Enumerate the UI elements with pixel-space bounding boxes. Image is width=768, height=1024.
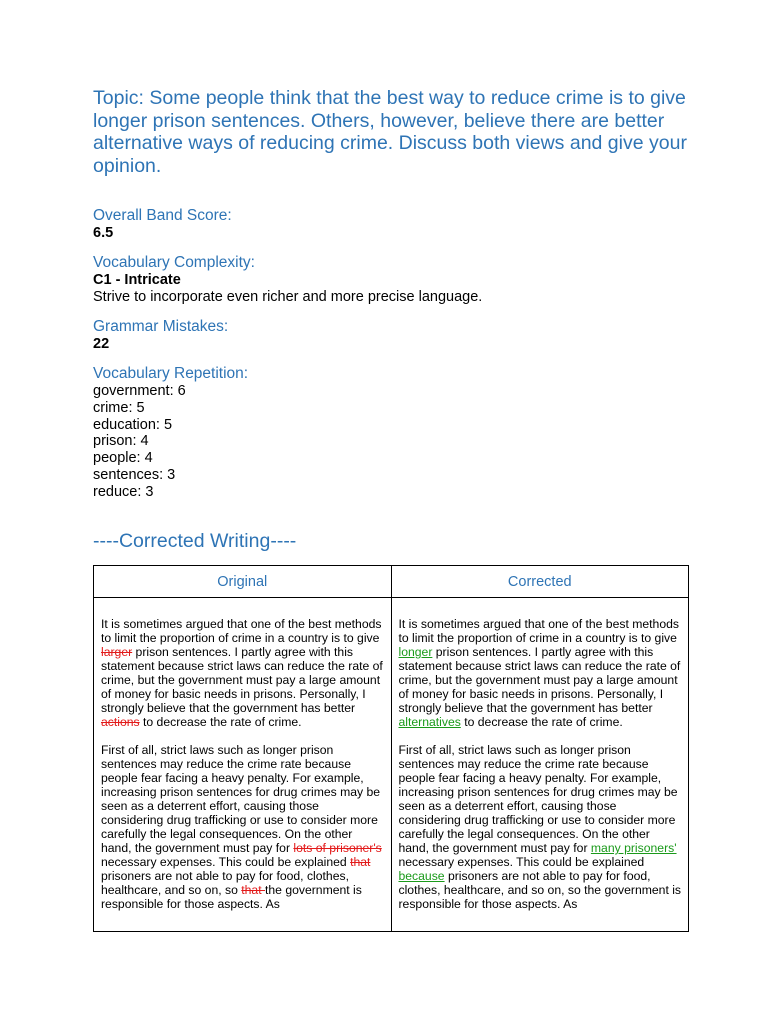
comparison-table — [93, 565, 689, 932]
corrected-writing-heading: ----Corrected Writing---- — [93, 530, 297, 552]
repetition-item: sentences: 3 — [93, 466, 176, 483]
text-run: First of all, strict laws such as longer prison sentences may reduce the crime rate because people fear facing a heavy penalty. For example, increasing prison sentences for drug crimes may be seen as a deterrent effort, causing those considering drug trafficking or use to consider more carefully the legal consequences. On the other hand, the government must pay for — [398, 743, 678, 855]
vocab-complexity-section — [93, 254, 693, 306]
corrected-column-header: Corrected — [391, 566, 689, 598]
inserted-text: longer — [398, 645, 433, 659]
original-paragraph — [101, 617, 385, 729]
repetition-section — [93, 365, 693, 501]
text-run: prison sentences. I partly agree with this statement because strict laws can reduce the rate of crime, but the government must pay a large amount of money for basic needs in prisons. Personally, I strongly believe that the government has better — [101, 645, 383, 715]
deleted-text: that — [350, 855, 371, 869]
repetition-label: Vocabulary Repetition: — [93, 365, 249, 382]
text-run: necessary expenses. This could be explained — [101, 855, 351, 869]
text-run: prisoners are not able to pay for food, clothes, healthcare, and so on, so — [101, 869, 349, 897]
inserted-text: alternatives — [398, 715, 461, 729]
inserted-text: because — [398, 869, 445, 883]
deleted-text: actions — [101, 715, 140, 729]
grammar-section — [93, 318, 693, 353]
text-run: the government is responsible for those aspects. As — [101, 883, 362, 911]
original-column-header: Original — [94, 566, 392, 598]
band-score-value: 6.5 — [93, 225, 114, 241]
text-run: prisoners are not able to pay for food, clothes, healthcare, and so on, so the government is responsible for those aspects. As — [398, 869, 682, 911]
vocab-complexity-value: C1 - Intricate — [93, 272, 181, 288]
text-run: to decrease the rate of crime. — [460, 715, 623, 729]
band-score-section — [93, 207, 693, 242]
repetition-item: people: 4 — [93, 450, 153, 467]
table-header-row — [94, 566, 689, 598]
repetition-list — [93, 383, 693, 501]
corrected-paragraph — [399, 743, 683, 911]
inserted-text: many prisoners' — [590, 841, 677, 855]
deleted-text: lots of prisoner's — [293, 841, 382, 855]
original-paragraph — [101, 743, 385, 911]
text-run: It is sometimes argued that one of the best methods to limit the proportion of crime in a country is to give — [398, 617, 679, 645]
deleted-text: larger — [101, 645, 133, 659]
text-run: First of all, strict laws such as longer prison sentences may reduce the crime rate because people fear facing a heavy penalty. For example, increasing prison sentences for drug crimes may be seen as a deterrent effort, causing those considering drug trafficking or use to consider more carefully the legal consequences. On the other hand, the government must pay for — [101, 743, 381, 855]
text-run: It is sometimes argued that one of the best methods to limit the proportion of crime in a country is to give — [101, 617, 382, 645]
corrected-paragraph — [399, 617, 683, 729]
repetition-item: crime: 5 — [93, 399, 145, 416]
text-run: necessary expenses. This could be explained — [398, 855, 645, 869]
text-run: prison sentences. I partly agree with this statement because strict laws can reduce the rate of crime, but the government must pay a large amount of money for basic needs in prisons. Personally, I strongly believe that the government has better — [398, 645, 681, 715]
repetition-item: prison: 4 — [93, 433, 149, 450]
topic-heading: Topic: Some people think that the best way to reduce crime is to give longer prison sentences. Others, however, believe there are better alternative ways of reducing crime. Discuss both views and give your opinion. — [93, 87, 687, 177]
grammar-value: 22 — [93, 336, 110, 352]
original-text-cell — [94, 598, 392, 932]
repetition-item: government: 6 — [93, 383, 186, 399]
repetition-item: reduce: 3 — [93, 483, 154, 500]
repetition-item: education: 5 — [93, 416, 173, 433]
table-row — [94, 598, 689, 932]
vocab-complexity-note: Strive to incorporate even richer and more precise language. — [93, 289, 483, 305]
grammar-label: Grammar Mistakes: — [93, 318, 229, 335]
band-score-label: Overall Band Score: — [93, 207, 232, 224]
vocab-complexity-label: Vocabulary Complexity: — [93, 254, 255, 271]
text-run: to decrease the rate of crime. — [139, 715, 302, 729]
deleted-text: that — [241, 883, 265, 897]
corrected-text-cell — [391, 598, 689, 932]
